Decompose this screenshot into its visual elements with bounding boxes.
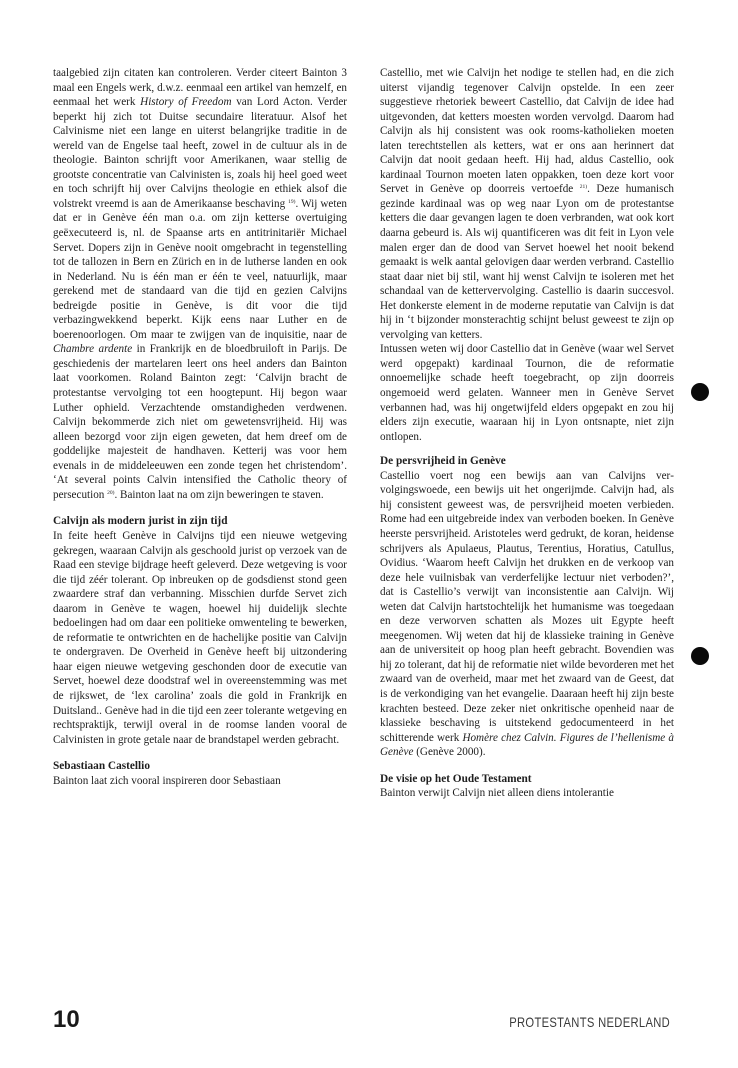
section-heading: De persvrijheid in Genève <box>380 455 506 468</box>
text-run: . Bainton laat na om zijn beweringen te staven. <box>114 488 324 501</box>
text-run: In feite heeft Genève in Calvijns tijd een nieuwe wetgeving gekregen, waaraan Calvijn als geschoold jurist op verzoek van de Raad een stevige bijdrage heeft geleverd. Deze wetgeving is voor die tijd zéér tolerant. Op inbreuken op de godsdienst stond geen zwaardere straf dan verbanning. Misschien durfde Servet zich daarom in Genève te wagen, hoewel hij duidelijk slechte bedoelingen had om daar een politieke omwenteling te bewerken, de reformatie te ontwrichten en de hachelijke positie van Calvijn te ondergraven. De Overheid in Genève heeft bij uitzondering haar eigen nieuwe wetgeving geschonden door de executie van Servet, hoewel deze doodstraf wel in overeenstemming was met de rijkswet, de ‘lex carolina’ zoals die gold in Frankrijk en Duitsland.. Genève had in die tijd een zeer tolerante wetgeving en rechtspraktijk, terwijl overal in de roomse landen vooral de Calvinisten in grote getale naar de brandstapel werden gebracht. <box>53 529 347 746</box>
publication-name: PROTESTANTS NEDERLAND <box>509 1014 670 1030</box>
text-run: Castellio, met wie Calvijn het nodige te stellen had, en die zich uiterst vijandig tegenover Calvijn opstelde. In een zeer suggestieve rhetoriek beweert Castellio, dat Calvijn de idee had uitgevonden, dat ketters moesten worden vervolgd. Daarom had Calvijn als hij consistent was ook rooms-katholieken moeten laten terechtstellen als ketters, wat er ons aan herinnert dat Calvijn dat nooit gedaan heeft. Hij had, aldus Castellio, ook kardinaal Tournon moeten laten oppakken, toen deze kort voor Servet in Genève op doorreis vertoefde <box>380 67 674 196</box>
text-run: Castellio voert nog een bewijs aan van Calvijns vervolgingswoede, een bewijs uit het ongerijmde. Calvijn had, als hij consistent geweest was, de persvrijheid moeten verbieden. Rome had een uitgebreide index van verboden boeken. In Genève heerste persvrijheid. Aristoteles werd gedrukt, de koran, heidense schrijvers als Apulaeus, Plautus, Terentius, Horatius, Catullus, Ovidius. ‘Waarom heeft Calvijn het drukken en de verkoop van deze hele vuilnisbak van verderfelijke lectuur niet verboden?’, dat is Castellio’s verwijt van inconsistentie aan Calvijn. Wij weten dat Calvijn hartstochtelijk het humanisme was toegedaan en deze verworven schatten als Mozes uit Egypte heeft meegenomen. Wij weten dat hij de klassieke training in Genève aan de universiteit op hoog plan heeft gebracht. Bovendien was hij zo tolerant, dat hij de reformatie niet wilde bevorderen met het zwaard van de overheid, maar met het zwaard van de Geest, dat is de verkondiging van het evangelie. Daaraan heeft hij zijn beste krachten besteed. Deze zeker niet onkritische openheid naar de klassieke beschaving is uitstekend gedocumenteerd in het schitterende werk <box>380 469 674 744</box>
italic-title: Homère chez Calvin. Figures de l’hellenisme à Genève <box>380 731 674 759</box>
text-run: . Wij weten dat er in Genève één man o.a. om zijn ketterse overtuiging geëxecuteerd is, nl. de Spaanse arts en antitrinitariër Michael Servet. Dopers zijn in Genève nooit omgebracht in tegenstelling tot de tallozen in Bern en Zürich en in de lutherse landen en ook in Nederland. Nu is één man er één te veel, natuurlijk, maar gerekend met de standaard van die tijd en gezien Calvijns bedreigde positie in Genève, is dit voor die tijd verbazingwekkend beperkt. Kijk eens naar Luther en de boerenoorlogen. Om maar te zwijgen van de inquisitie, naar de <box>53 197 347 341</box>
text-run: Intussen weten wij door Castellio dat in Genève (waar wel Servet werd opgepakt) kardinaal Tournon, die de reformatie onnoemelijke schade heeft toegebracht, op zijn doorreis ongemoeid werd gelaten. Wanneer men in Genève Servet verbannen had, was hij ongetwijfeld elders opgepakt en zou hij elders zijn executie, waaraan hij in Lyon ontsnapte, niet zijn ontlopen. <box>380 343 674 443</box>
italic-title: Chambre ardente <box>53 343 133 356</box>
text-run: van Lord Acton. Verder beperkt hij zich tot Duitse secundaire literatuur. Alsof het Calvinisme niet een lange en uiterst belangrijke traditie in de wereld van de Engelse taal heeft, zowel in de cultuur als in de theologie. Bainton schrijft voor Amerikanen, waar stellig de grootste concentratie van Calvinisten is, zoals hij heel goed weet en toch schrijft hij over Calvijns theologie en ethiek alsof die volstrekt vreemd is aan de Amerikaanse beschaving <box>53 96 348 210</box>
text-run: Bainton verwijt Calvijn niet alleen diens intolerantie <box>380 787 614 800</box>
section-heading: Sebastiaan Castellio <box>53 760 150 773</box>
section-heading: De visie op het Oude Testament <box>380 772 532 785</box>
text-run: (Genève 2000). <box>413 746 486 759</box>
body-paragraph <box>53 529 347 747</box>
footnote-ref: 21) <box>579 184 588 191</box>
text-run: Bainton laat zich vooral inspireren door Sebastiaan <box>53 774 281 787</box>
text-run: . Deze humanisch gezinde kardinaal was op weg naar Lyon om de protestantse ketters die daar gevangen lagen te doen verbranden, wat ook kort daarna gebeurd is. Als wij quantificeren was dit feit in Lyon vele malen erger dan de dood van Servet hoewel het nooit bekend gemaakt is welk aantal gelovigen daar werden verbrand. Castellio staat daar niet bij stil, want hij wenst Calvijn te isoleren met het schandaal van de kettervervolging. Castellio is daarin succesvol. Het donkerste element in de moderne reputatie van Calvijn is dat hij in ‘t bijzonder monsterachtig schijnt belust geweest te zijn op vervolging van ketters. <box>380 183 674 341</box>
footnote-ref: 20) <box>107 489 115 496</box>
punch-hole <box>691 383 709 401</box>
body-paragraph <box>53 774 347 789</box>
body-paragraph <box>380 342 674 444</box>
section-heading: Calvijn als modern jurist in zijn tijd <box>53 515 228 528</box>
body-paragraph <box>53 66 347 502</box>
body-paragraph <box>380 66 674 342</box>
left-column <box>53 66 347 788</box>
punch-hole <box>691 647 709 665</box>
body-paragraph <box>380 469 674 760</box>
footnote-ref: 19) <box>288 198 296 205</box>
page-number: 10 <box>53 1006 80 1033</box>
text-run: in Frankrijk en de bloedbruiloft in Parijs. De geschiedenis der martelaren leert ons heel anders dan Bainton laat voorkomen. Roland Bainton zegt: ‘Calvijn bracht de protestantse vervolging tot een hoogtepunt. Hij begon waar Luther ophield. Verzachtende omstandigheden verdwenen. Calvijn bekommerde zich niet om gewetensvrijheid. Hij was alleen bezorgd voor zijn eigen geweten, dat hem dreef om de goddelijke majesteit de handhaven. Ketterij was voor hem evenals in de middeleeuwen een zonde tegen het christendom’. ‘At several points Calvin intensified the Catholic theory of persecution <box>53 343 347 501</box>
italic-title: History of Freedom <box>140 96 232 109</box>
body-paragraph <box>380 786 674 801</box>
right-column <box>380 66 674 801</box>
text-run: taalgebied zijn citaten kan controleren. Verder citeert Bainton 3 maal een Engels werk, d.w.z. eenmaal een artikel van hemzelf, en eenmaal het werk <box>53 67 347 109</box>
